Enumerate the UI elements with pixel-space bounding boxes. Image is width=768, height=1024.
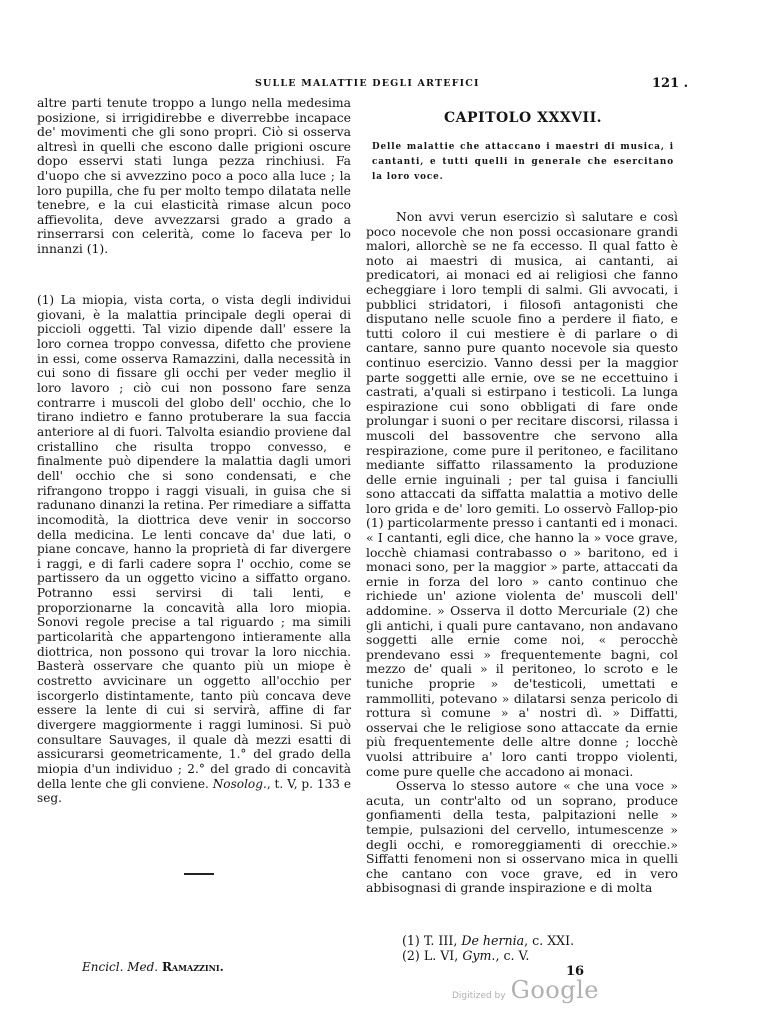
footer-encyclopedia: Encicl. Med. — [82, 960, 159, 974]
footnote-ref-rest: , t. V, p. 133 e seg. — [37, 776, 351, 806]
myopia-footnote-text: (1) La miopia, vista corta, o vista degli individui giovani, è la malattia principale degli operai di piccioli oggetti. Tal vizio dipende dall' essere la loro cornea troppo convessa, difetto che proviene in essi, come osserva Ramazzini, dalla necessità in cui sono di fissare gli occhi per veder meglio il loro lavoro ; ciò cui non possono fare senza contrarre i muscoli del globo dell' occhio, che lo tirano indietro e fanno protuberare la sua faccia anteriore al di fuori. Talvolta esiandio proviene dal cristallino che risulta troppo convesso, e finalmente può dipendere la malattia dagli umori dell' occhio che si sono condensati, e che rifrangono troppo i raggi visuali, in guisa che si radunano dinanzi la retina. Per rimediare a siffatta incomodità, la diottrica deve venir in soccorso della medicina. Le lenti concave da' due lati, o piane concave, hanno la proprietà di far divergere i raggi, e di farli cadere sopra l' occhio, come se partissero da un oggetto vicino a siffatto organo. Potranno essi servirsi di tali lenti, e proporzionarne la concavità alla loro miopia. Sonovi regole precise a tal riguardo ; ma simili particolarità che appartengono intieramente alla diottrica, non possono qui trovar la loro nicchia. Basterà osservare che quanto più un miope è costretto avvicinare un oggetto all'occhio per iscorgerlo distintamente, tanto più concava deve essere la lente di cui si servirà, affine di far divergere maggiormente i raggi luminosi. Si può consultare Sauvages, il quale dà mezzi esatti di assicurarsi geometricamente, 1.° del grado della miopia d'un individuo ; 2.° del grado di concavità della lente che gli conviene. — [37, 293, 351, 791]
footer-author: Ramazzini. — [161, 960, 224, 974]
right-paragraph-1: Non avvi verun esercizio sì salutare e così poco nocevole che non possi occasionare grandi malori, allorchè se ne fa eccesso. Il qual fatto è noto ai maestri di musica, ai cantanti, ai predicatori, ai monaci ed ai religiosi che fanno echeggiare i loro templi di salmi. Gli avvocati, i pubblici stridatori, i filosofi antagonisti che disputano nelle scuole fino a perdere il fiato, e tutti coloro il cui mestiere è di parlare o di cantare, sanno pure quanto nocevole sia questo continuo esercizio. Vanno dessi per la maggior parte soggetti alle ernie, ove se ne eccettuino i castrati, a'quali si estirpano i testicoli. La lunga espirazione cui sono obbligati di fare onde prolungar i suoni o per recitare discorsi, rilassa i muscoli del bassoventre che servono alla respirazione, come pure il peritoneo, e facilitano mediante siffatto rilassamento la produzione delle ernie inguinali ; per tal guisa i fanciulli sono attaccati da siffatta malattia a motivo delle loro grida e de' loro gemiti. Lo osservò Fallop-pio (1) particolarmente presso i cantanti ed i monaci. « I cantanti, egli dice, che hanno la » voce grave, locchè chiamasi contrabasso o » baritono, ed i monaci sono, per la maggior » parte, attaccati da ernie in forza del loro » canto continuo che richiede un' azione violenta de' muscoli dell' addomine. » Osserva il dotto Mercuriale (2) che gli antichi, i quali pure cantavano, non andavano soggetti alle ernie come noi, « perocchè prendevano essi » frequentemente bagni, col mezzo de' quali » il peritoneo, lo scroto e le tuniche proprie » de'testicoli, umettati e rammolliti, potevano » dilatarsi senza pericolo di rottura sì comune » a' nostri dì. » Diffatti, osservai che le religiose sono attaccate da ernie più frequentemente delle altre donne ; locchè vuolsi attribuire a' loro canti troppo violenti, come pure quelle che accadono ai monaci. — [366, 209, 678, 779]
footnote-ref-title: Nosolog. — [212, 776, 267, 791]
footnote-1-suffix: , c. XXI. — [524, 933, 575, 948]
page-footer-left — [82, 960, 224, 974]
footnote-1-prefix: (1) T. III, — [402, 933, 458, 948]
left-column-main-text — [37, 96, 351, 257]
watermark-prefix: Digitized by — [452, 991, 506, 1001]
footnote-2-prefix: (2) L. VI, — [402, 948, 459, 963]
myopia-footnote — [37, 293, 351, 806]
footnote-2-title: Gym. — [462, 948, 496, 963]
watermark-logo: Google — [510, 976, 599, 1004]
right-footnotes — [402, 933, 662, 963]
chapter-title: CAPITOLO XXXVII. — [443, 110, 603, 126]
footnote-2-suffix: , c. V. — [495, 948, 530, 963]
left-column-footnote — [37, 293, 351, 806]
page-number: 121 . — [652, 76, 689, 91]
footnote-2 — [402, 948, 662, 963]
right-paragraph-2: Osserva lo stesso autore « che una voce » acuta, un contr'alto od un soprano, produce gonfiamenti della testa, palpitazioni nelle » tempie, pulsazioni del cervello, intumescenze » degli occhi, e romoreggiamenti di orecchie.» Siffatti fenomeni non si osservano mica in quelli che cantano con voce grave, ed in vero abbisognasi di grande inspirazione e di molta — [366, 778, 678, 896]
right-column-main-text — [366, 210, 678, 896]
separator-rule — [184, 873, 214, 875]
chapter-subtitle: Delle malattie che attaccano i maestri di musica, i cantanti, e tutti quelli in generale che esercitano la loro voce. — [372, 142, 674, 182]
signature-mark: 16 — [566, 964, 585, 979]
left-main-paragraph: altre parti tenute troppo a lungo nella medesima posizione, si irrigidirebbe e diverrebbe incapace de' movimenti che gli sono propri. Ciò si osserva altresì in quelli che escono dalle prigioni oscure dopo esservi stati lunga pezza rinchiusi. Fa d'uopo che si avvezzino poco a poco alla luce ; la loro pupilla, che fu per molto tempo dilatata nelle tenebre, e la cui elasticità rimase alcun poco affievolita, deve avvezzarsi grado a grado a rinserrarsi con celerità, come lo faceva per lo innanzi (1). — [37, 95, 351, 256]
google-watermark — [452, 976, 599, 1004]
footnote-1-title: De hernia — [461, 933, 525, 948]
running-title: SULLE MALATTIE DEGLI ARTEFICI — [255, 78, 480, 89]
footnote-1 — [402, 933, 662, 948]
